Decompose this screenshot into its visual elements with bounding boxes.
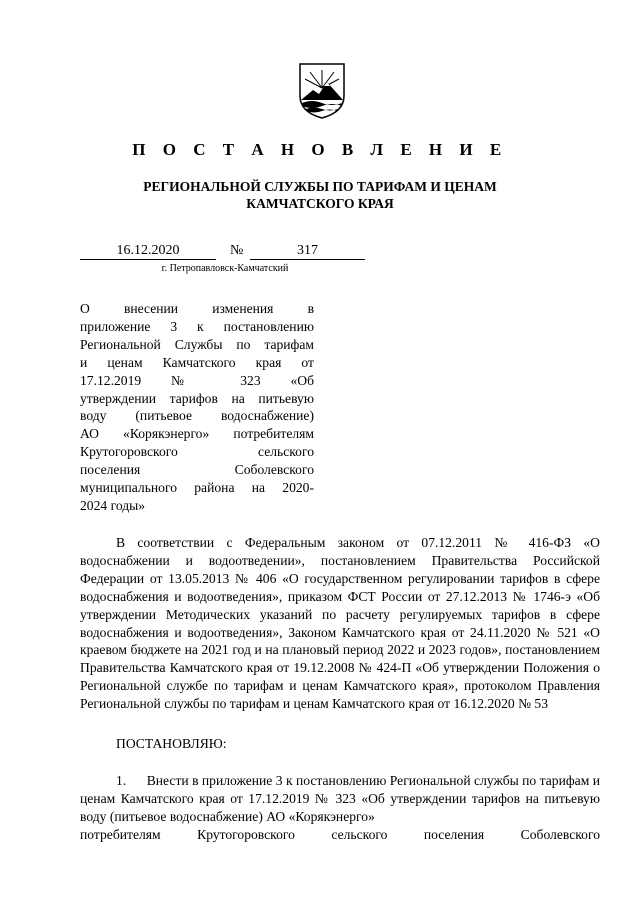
document-number: 317 xyxy=(250,243,365,260)
preamble-paragraph: В соответствии с Федеральным законом от 07.12.2011 № 416-ФЗ «О водоснабжении и водоотведении», постановлением Правительства Российской Федерации от 13.05.2013 № 406 «О государственном регулировании тарифов в сфере водоснабжения и водоотведения», приказом ФСТ России от 27.12.2013 № 1746-э «Об утверждении Методических указаний по расчету регулируемых тарифов в сфере водоснабжения и водоотведения», Законом Камчатского края от 24.11.2020 № 521 «О краевом бюджете на 2021 год и на плановый период 2022 и 2023 годов», постановлением Правительства Камчатского края от 19.12.2008 № 424-П «Об утверждении Положения о Региональной службе по тарифам и ценам Камчатского края», протоколом Правления Региональной службы по тарифам и ценам Камчатского края от 16.12.2020 № 53 xyxy=(80,535,600,712)
agency-name-line-2: КАМЧАТСКОГО КРАЯ xyxy=(246,196,394,211)
subject-line: утверждении тарифов на питьевую xyxy=(80,390,314,406)
kamchatka-coat-of-arms-icon xyxy=(297,62,347,120)
subject-line: АО «Корякэнерго» потребителям xyxy=(80,426,314,442)
subject-line: воду (питьевое водоснабжение) xyxy=(80,408,314,424)
subject-line: поселения Соболевского xyxy=(80,462,314,478)
agency-name-line-1: РЕГИОНАЛЬНОЙ СЛУЖБЫ ПО ТАРИФАМ И ЦЕНАМ xyxy=(143,179,497,194)
subject-line: приложение 3 к постановлению xyxy=(80,318,314,334)
number-sign: № xyxy=(230,243,244,258)
item-1-last-line: потребителям Крутогоровского сельского поселения Соболевского xyxy=(80,826,600,842)
date-number-line xyxy=(80,243,365,261)
subject-line: О внесении изменения в xyxy=(80,301,314,316)
subject-line: и ценам Камчатского края от xyxy=(80,354,314,370)
document-date: 16.12.2020 xyxy=(80,243,216,260)
item-1-paragraph xyxy=(80,772,600,844)
subject-line: 2024 годы» xyxy=(80,497,146,513)
item-1-text: 1. Внести в приложение 3 к постановлению Региональной службы по тарифам и ценам Камчатского края от 17.12.2019 № 323 «Об утверждении тарифов на питьевую воду (питьевое водоснабжение) АО «Корякэнерго» xyxy=(80,773,600,824)
subject-block xyxy=(80,300,314,515)
document-title: П О С Т А Н О В Л Е Н И Е xyxy=(132,140,508,159)
city-name: г. Петропавловск-Камчатский xyxy=(161,263,289,274)
subject-line: Крутогоровского сельского xyxy=(80,444,314,460)
subject-line: 17.12.2019 № 323 «Об xyxy=(80,372,314,388)
subject-line: Региональной Службы по тарифам xyxy=(80,336,314,352)
subject-line: муниципального района на 2020- xyxy=(80,480,314,496)
decree-word: ПОСТАНОВЛЯЮ: xyxy=(116,736,227,751)
